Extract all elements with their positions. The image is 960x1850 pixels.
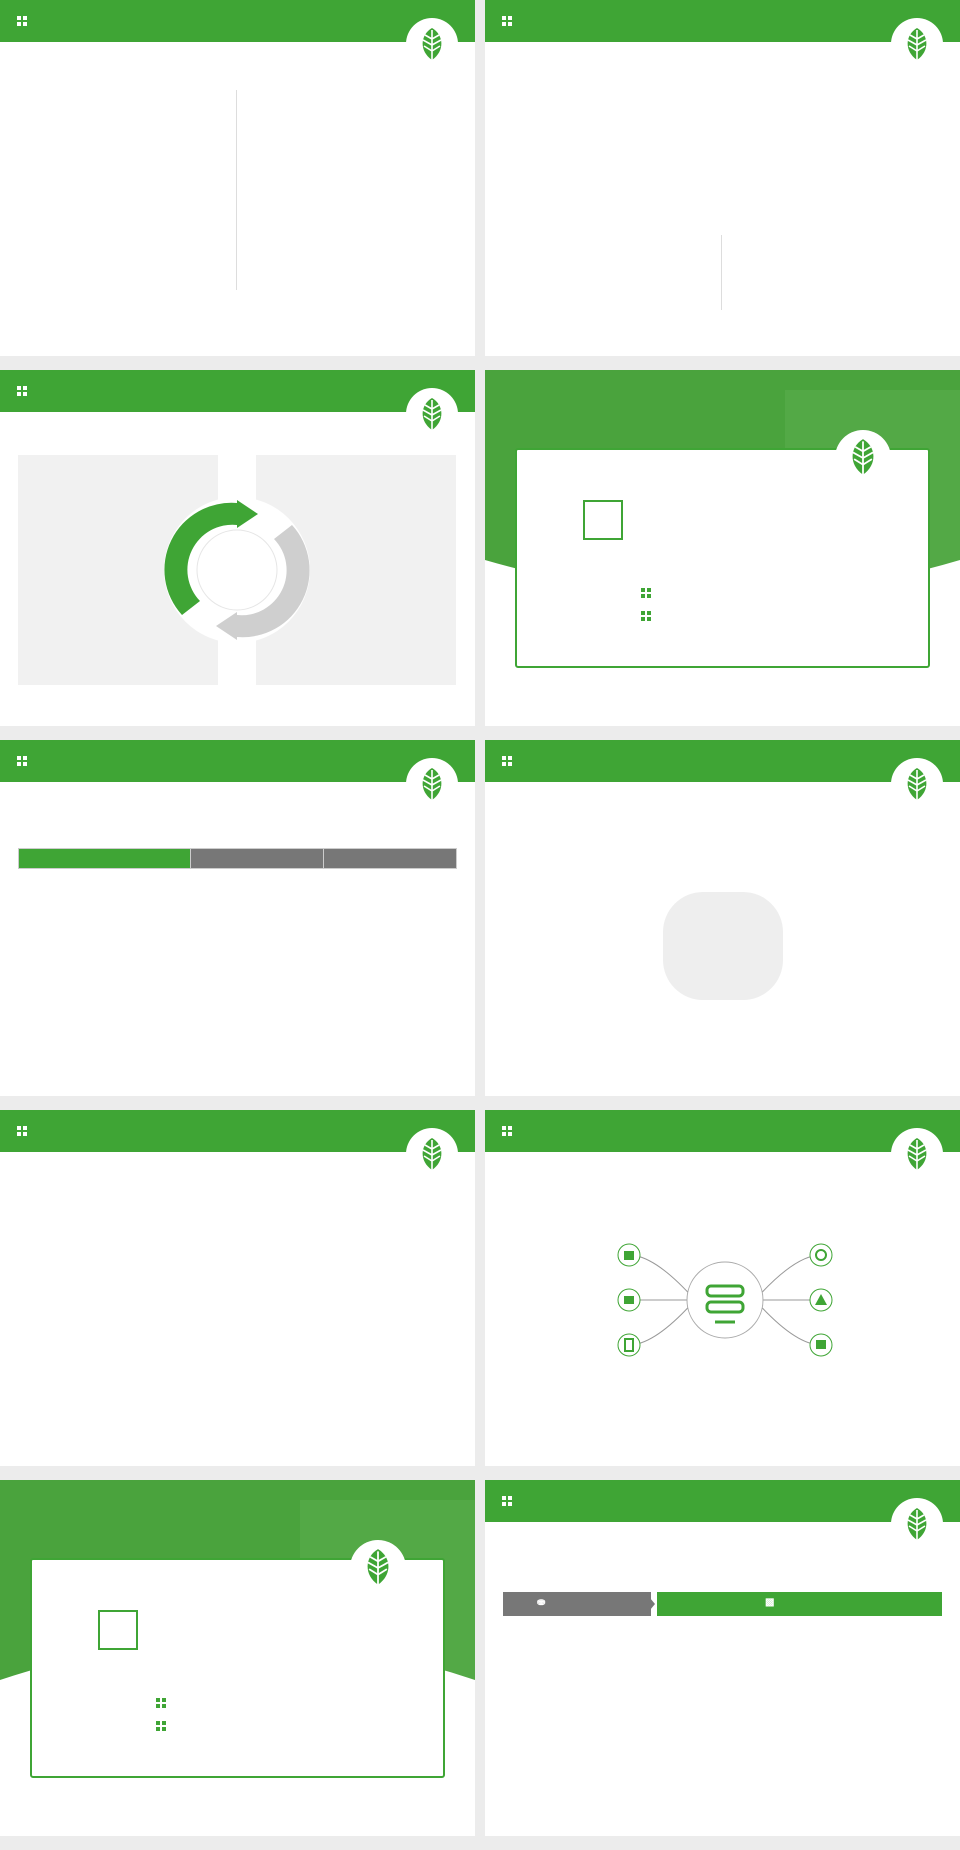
header-2 [765, 1597, 774, 1608]
arrow-shape [645, 1592, 655, 1616]
dots-icon [641, 588, 651, 598]
leaf-logo-icon [891, 758, 943, 810]
slide-24 [0, 370, 475, 726]
table-header [191, 849, 324, 869]
leaf-logo-icon [891, 18, 943, 70]
section-number [98, 1610, 138, 1650]
leaf-logo-icon [406, 18, 458, 70]
bar-chart-left [503, 78, 713, 218]
leaf-logo-icon [406, 758, 458, 810]
slide-header [0, 740, 475, 782]
slide-header [485, 740, 960, 782]
dots-icon [641, 611, 651, 621]
leaf-logo-icon [835, 430, 891, 486]
dots-icon [502, 1496, 512, 1506]
hub-diagram [615, 1230, 835, 1370]
dots-icon [17, 756, 27, 766]
database-icon: ⛂ [537, 1597, 546, 1608]
slide-header [485, 1110, 960, 1152]
header-bar-gray [503, 1592, 651, 1616]
dots-icon [17, 16, 27, 26]
slide-header [0, 1110, 475, 1152]
table-header [324, 849, 457, 869]
slide-23 [485, 0, 960, 356]
leaf-logo-icon [406, 388, 458, 440]
dots-icon [502, 16, 512, 26]
center-shape [663, 892, 783, 1000]
slide-header [0, 0, 475, 42]
dots-icon [502, 756, 512, 766]
slide-27 [485, 740, 960, 1096]
methods-table [18, 848, 457, 869]
bar-chart-right [717, 78, 939, 218]
dots-icon [17, 1126, 27, 1136]
divider [236, 90, 237, 290]
slide-22 [0, 0, 475, 356]
slide-28 [0, 1110, 475, 1466]
leaf-logo-icon [350, 1540, 406, 1596]
dots-icon [156, 1698, 166, 1708]
slide-30 [0, 1480, 475, 1836]
dots-icon [156, 1721, 166, 1731]
header-1 [537, 1597, 545, 1608]
divider [721, 235, 722, 310]
leaf-logo-icon [891, 1498, 943, 1550]
header-bar-green [657, 1592, 942, 1616]
slide-header [0, 370, 475, 412]
slide-header [485, 1480, 960, 1522]
dots-icon [17, 386, 27, 396]
table-header [19, 849, 191, 869]
leaf-logo-icon [891, 1128, 943, 1180]
slide-25 [485, 370, 960, 726]
section-number [583, 500, 623, 540]
slide-26 [0, 740, 475, 1096]
slide-31 [485, 1480, 960, 1836]
dots-icon [502, 1126, 512, 1136]
slide-29 [485, 1110, 960, 1466]
slide-header [485, 0, 960, 42]
leaf-logo-icon [406, 1128, 458, 1180]
bar-chart-icon: ▩ [765, 1597, 775, 1608]
cycle-diagram [160, 495, 315, 645]
